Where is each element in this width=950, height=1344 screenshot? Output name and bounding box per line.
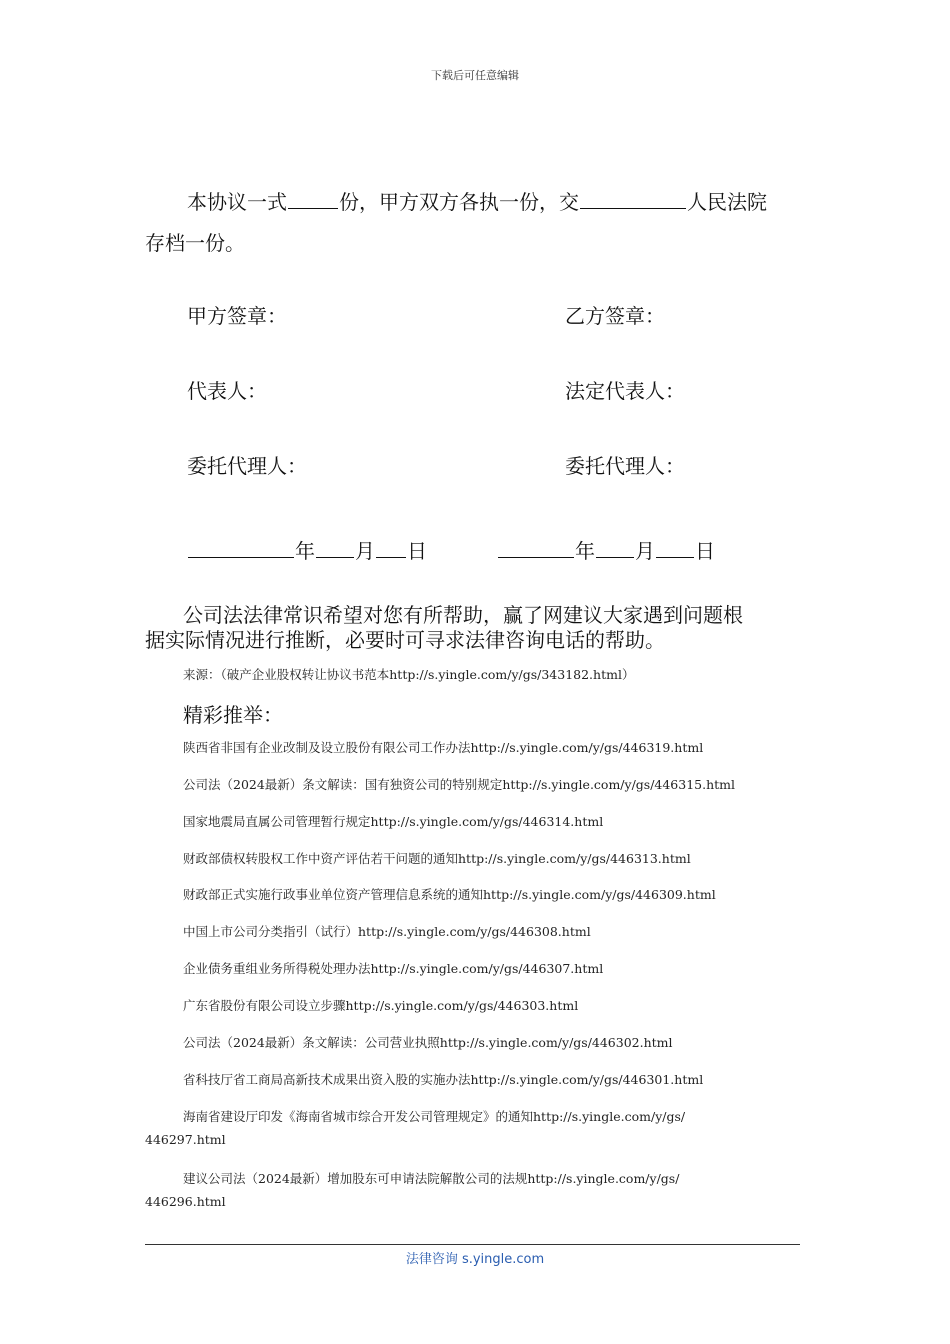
party-a-seal-label: 甲方签章：: [187, 304, 287, 328]
copies-line-1: [187, 186, 767, 215]
party-b-seal-label: 乙方签章：: [565, 304, 665, 328]
blank-year-b: [498, 543, 574, 558]
month-label-b: 月: [635, 539, 655, 563]
recommend-link-wrapped-line-2[interactable]: 446297.html: [145, 1132, 226, 1147]
blank-month-a: [316, 543, 354, 558]
recommend-link[interactable]: 公司法（2024最新）条文解读：公司营业执照http://s.yingle.com/y/gs/446302.html: [183, 1035, 673, 1050]
recommend-link[interactable]: 企业债务重组业务所得税处理办法http://s.yingle.com/y/gs/446307.html: [183, 961, 604, 976]
blank-day-b: [656, 543, 694, 558]
agent-b-label: 委托代理人：: [565, 454, 685, 478]
footer-divider: [145, 1244, 800, 1245]
source-line: 来源：（破产企业股权转让协议书范本http://s.yingle.com/y/gs/343182.html）: [183, 667, 635, 682]
agent-a-label: 委托代理人：: [187, 454, 307, 478]
blank-court: [580, 194, 686, 209]
footer-link[interactable]: 法律咨询 s.yingle.com: [405, 1252, 545, 1267]
blank-month-b: [596, 543, 634, 558]
representative-label: 代表人：: [187, 379, 267, 403]
recommend-link[interactable]: 国家地震局直属公司管理暂行规定http://s.yingle.com/y/gs/446314.html: [183, 814, 604, 829]
blank-day-a: [376, 543, 406, 558]
month-label-a: 月: [355, 539, 375, 563]
recommend-link-wrapped-line-2[interactable]: 446296.html: [145, 1194, 226, 1209]
copies-text-c: 人民法院: [687, 190, 767, 214]
recommend-link[interactable]: 广东省股份有限公司设立步骤http://s.yingle.com/y/gs/446303.html: [183, 998, 579, 1013]
page-header: 下载后可任意编辑: [431, 69, 519, 82]
recommend-link[interactable]: 财政部正式实施行政事业单位资产管理信息系统的通知http://s.yingle.com/y/gs/446309.html: [183, 887, 716, 902]
recommend-link[interactable]: 陕西省非国有企业改制及设立股份有限公司工作办法http://s.yingle.com/y/gs/446319.html: [183, 740, 704, 755]
legal-representative-label: 法定代表人：: [565, 379, 685, 403]
recommend-title: 精彩推举：: [183, 703, 283, 727]
blank-year-a: [188, 543, 294, 558]
year-label-b: 年: [575, 539, 595, 563]
recommend-link-wrapped-line-1[interactable]: 建议公司法（2024最新）增加股东可申请法院解散公司的法规http://s.yingle.com/y/gs/: [183, 1171, 680, 1186]
day-label-b: 日: [695, 539, 715, 563]
day-label-a: 日: [407, 539, 427, 563]
closing-line-2: 据实际情况进行推断，必要时可寻求法律咨询电话的帮助。: [145, 628, 665, 652]
blank-copies: [288, 194, 338, 209]
closing-line-1: 公司法法律常识希望对您有所帮助，赢了网建议大家遇到问题根: [183, 603, 743, 627]
date-line-b: [497, 535, 715, 564]
date-line-a: [187, 535, 427, 564]
recommend-link[interactable]: 公司法（2024最新）条文解读：国有独资公司的特别规定http://s.yingle.com/y/gs/446315.html: [183, 777, 736, 792]
year-label-a: 年: [295, 539, 315, 563]
copies-text-a: 本协议一式: [187, 190, 287, 214]
recommend-link[interactable]: 财政部债权转股权工作中资产评估若干问题的通知http://s.yingle.com/y/gs/446313.html: [183, 851, 691, 866]
recommend-link[interactable]: 中国上市公司分类指引（试行）http://s.yingle.com/y/gs/446308.html: [183, 924, 591, 939]
copies-text-b: 份，甲方双方各执一份，交: [339, 190, 579, 214]
recommend-link-wrapped-line-1[interactable]: 海南省建设厅印发《海南省城市综合开发公司管理规定》的通知http://s.yingle.com/y/gs/: [183, 1109, 686, 1124]
copies-line-2: 存档一份。: [145, 231, 245, 255]
recommend-link[interactable]: 省科技厅省工商局高新技术成果出资入股的实施办法http://s.yingle.com/y/gs/446301.html: [183, 1072, 704, 1087]
